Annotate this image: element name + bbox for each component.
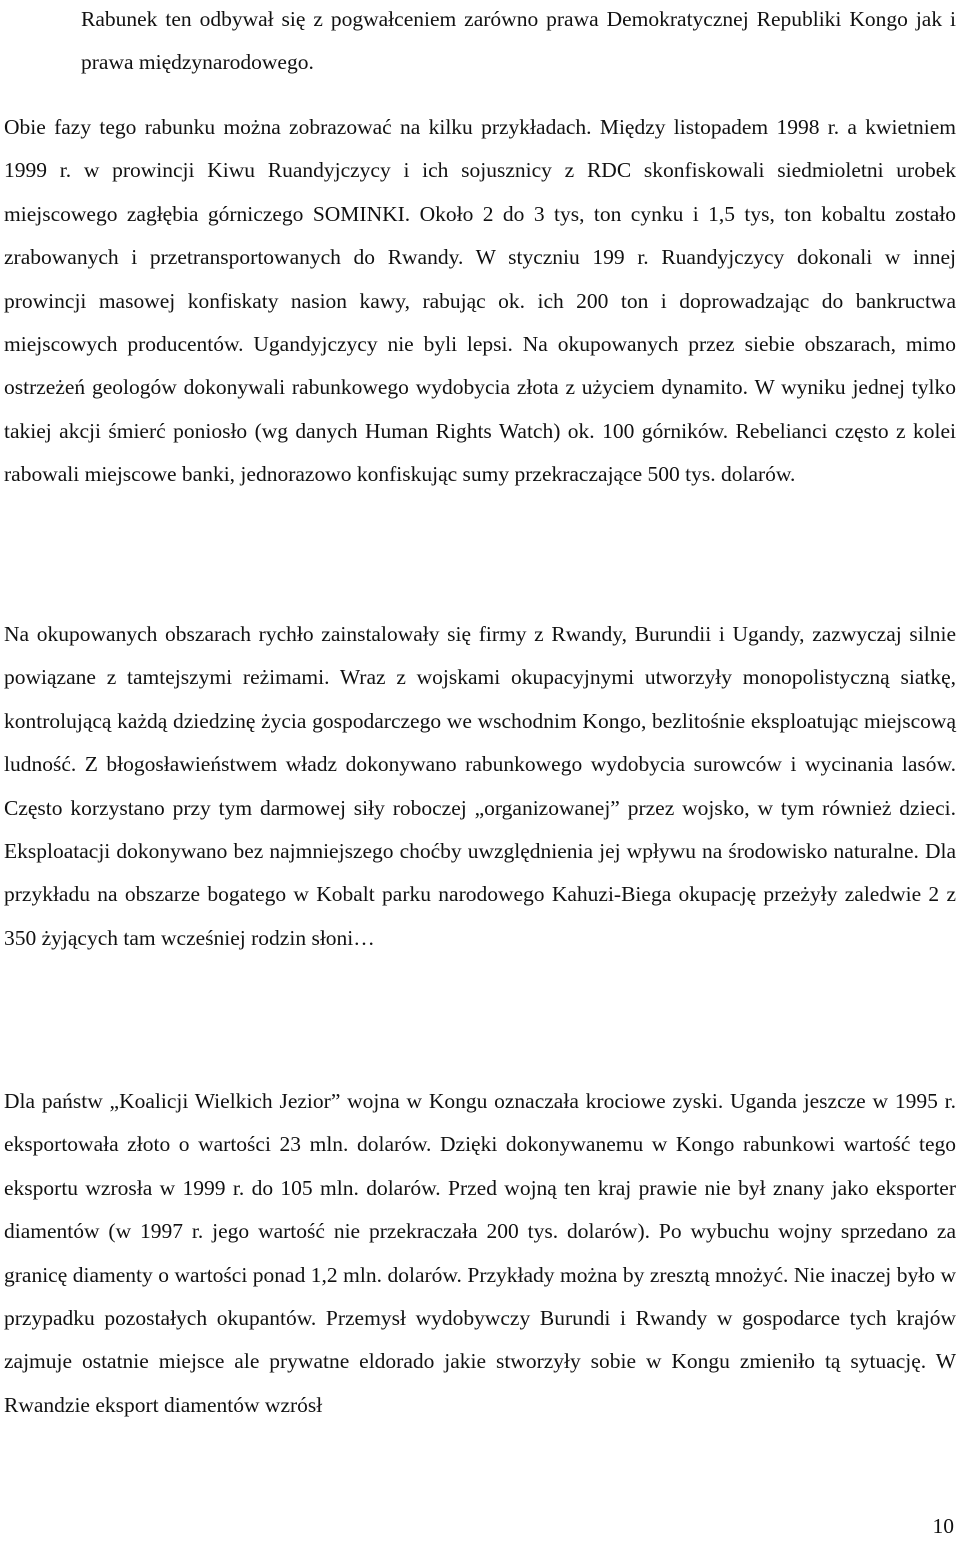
paragraph-2: Obie fazy tego rabunku można zobrazować na kilku przykładach. Między listopadem 1998 r. a kwietniem 1999 r. w prowincji Kiwu Ruandyjczycy i ich sojusznicy z RDC skonfiskowali siedmioletni urobek miejscowego zagłębia górniczego SOMINKI. Około 2 do 3 tys, ton cynku i 1,5 tys, ton kobaltu zostało zrabowanych i przetransportowanych do Rwandy. W styczniu 199 r. Ruandyjczycy dokonali w innej prowincji masowej konfiskaty nasion kawy, rabując ok. ich 200 ton i doprowadzając do bankructwa miejscowych producentów. Ugandyjczycy nie byli lepsi. Na okupowanych przez siebie obszarach, mimo ostrzeżeń geologów dokonywali rabunkowego wydobycia złota z użyciem dynamito. W wyniku jednej tylko takiej akcji śmierć poniosło (wg danych Human Rights Watch) ok. 100 górników. Rebelianci często z kolei rabowali miejscowe banki, jednorazowo konfiskując sumy przekraczające 500 tys. dolarów.	[4, 115, 956, 487]
paragraph-4: Dla państw „Koalicji Wielkich Jezior” wojna w Kongu oznaczała krociowe zyski. Uganda jeszcze w 1995 r. eksportowała złoto o wartości 23 mln. dolarów. Dzięki dokonywanemu w Kongo rabunkowi wartość tego eksportu wzrosła w 1999 r. do 105 mln. dolarów. Przed wojną ten kraj prawie nie był znany jako eksporter diamentów (w 1997 r. jego wartość nie przekraczała 200 tys. dolarów). Po wybuchu wojny sprzedano za granicę diamenty o wartości ponad 1,2 mln. dolarów. Przykłady można by zresztą mnożyć. Nie inaczej było w przypadku pozostałych okupantów. Przemysł wydobywczy Burundi i Rwandy w gospodarce tych krajów zajmuje ostatnie miejsce ale prywatne eldorado jakie stworzyły sobie w Kongu zmieniło tą sytuację. W Rwandzie eksport diamentów wzrósł	[4, 1089, 956, 1417]
page-number: 10	[932, 1514, 954, 1538]
paragraph-1: Rabunek ten odbywał się z pogwałceniem zarówno prawa Demokratycznej Republiki Kongo jak i prawa międzynarodowego.	[81, 7, 956, 75]
paragraph-3: Na okupowanych obszarach rychło zainstalowały się firmy z Rwandy, Burundii i Ugandy, zazwyczaj silnie powiązane z tamtejszymi reżimami. Wraz z wojskami okupacyjnymi utworzyły monopolistyczną siatkę, kontrolującą każdą dziedzinę życia gospodarczego we wschodnim Kongo, bezlitośnie eksploatując miejscową ludność. Z błogosławieństwem władz dokonywano rabunkowego wydobycia surowców i wycinania lasów. Często korzystano przy tym darmowej siły roboczej „organizowanej” przez wojsko, w tym również dzieci. Eksploatacji dokonywano bez najmniejszego choćby uwzględnienia jej wpływu na środowisko naturalne. Dla przykładu na obszarze bogatego w Kobalt parku narodowego Kahuzi-Biega okupację przeżyły zaledwie 2 z 350 żyjących tam wcześniej rodzin słoni…	[4, 622, 956, 950]
